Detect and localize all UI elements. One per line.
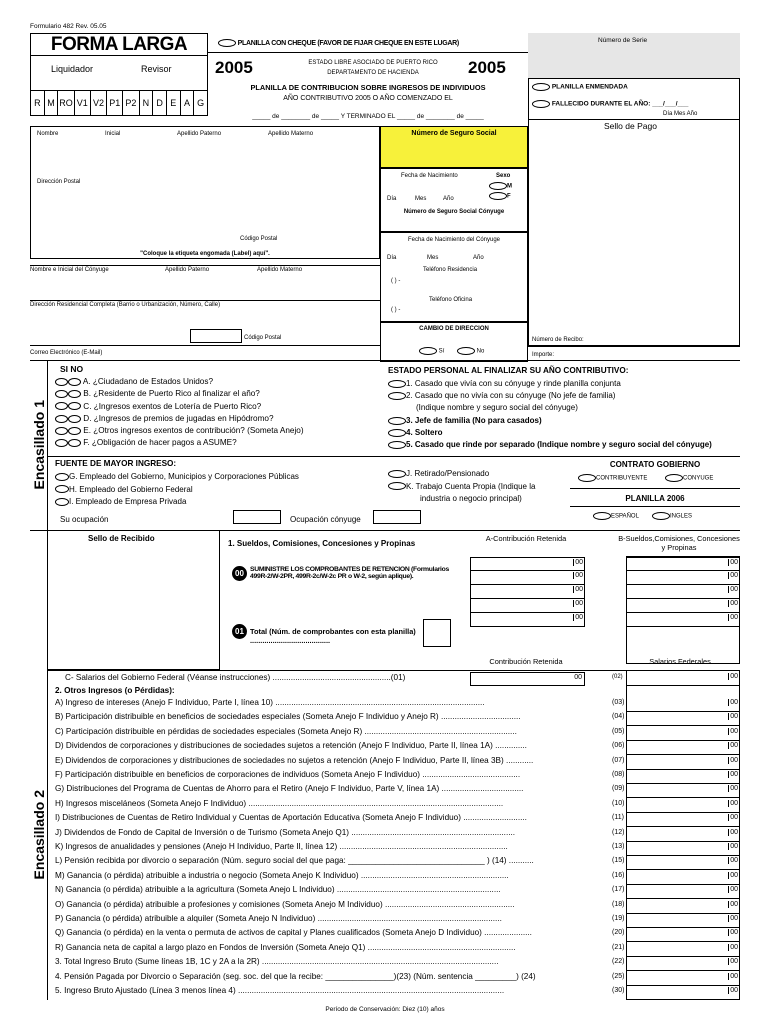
occupation-field[interactable] — [233, 510, 281, 524]
qf-yes[interactable] — [55, 439, 68, 447]
code-cell: V2 — [91, 91, 107, 116]
cents-label: 00 — [730, 586, 738, 593]
w2-entry-field[interactable] — [470, 599, 585, 613]
status-title: ESTADO PERSONAL AL FINALIZAR SU AÑO CONTRIBUTIVO: — [388, 366, 629, 375]
qa-yes[interactable] — [55, 378, 68, 386]
amount-label: Importe: — [532, 352, 555, 358]
cents-label: 00 — [730, 799, 738, 807]
status-1-checkbox[interactable] — [388, 380, 406, 388]
source-j[interactable] — [388, 468, 535, 481]
form-number: Formulario 482 Rev. 05.05 — [30, 23, 107, 30]
year-line: AÑO CONTRIBUTIVO 2005 O AÑO COMENZADO EL — [283, 95, 453, 102]
code-cell: N — [140, 91, 154, 116]
w2-entry-field[interactable] — [470, 585, 585, 599]
address-change-label: CAMBIO DE DIRECCION — [419, 326, 489, 332]
income-line-number: (20) — [612, 929, 625, 937]
source-j-checkbox[interactable] — [388, 470, 406, 478]
status-2[interactable] — [388, 390, 712, 402]
spouse-last1-label: Apellido Paterno — [165, 267, 210, 273]
change-yes-checkbox[interactable] — [419, 347, 437, 355]
w2-entry-field[interactable] — [470, 571, 585, 585]
status-5-label: 5. Casado que rinde por separado (Indique nombre y seguro social del cónyuge) — [406, 440, 712, 450]
enc1-side — [30, 360, 48, 530]
status-5[interactable] — [388, 439, 712, 451]
total-count-field[interactable] — [423, 619, 451, 647]
planilla-title: PLANILLA 2006 — [625, 494, 685, 503]
income-line-number: (08) — [612, 771, 625, 778]
enc2-title: Encasillado 2 — [31, 790, 47, 880]
income-line-number: (09) — [612, 785, 625, 793]
cents-label: 00 — [730, 756, 738, 764]
income-line-number: (19) — [612, 915, 625, 922]
cents-label: 00 — [575, 572, 583, 579]
contract-spouse-checkbox[interactable] — [665, 474, 683, 482]
address-change-box — [380, 322, 528, 362]
cents-label: 00 — [575, 559, 583, 566]
question-a[interactable] — [55, 376, 304, 388]
cents-label: 00 — [730, 572, 738, 579]
income-line-number: (25) — [612, 972, 625, 980]
source-i-checkbox[interactable] — [55, 498, 69, 506]
income-line-label: H) Ingresos misceláneos (Someta Anejo F Individuo) ................................................................................................................ — [55, 798, 504, 808]
serial-box — [528, 33, 740, 78]
name-label: Nombre — [37, 131, 59, 137]
contract-contrib-checkbox[interactable] — [578, 474, 596, 482]
received-stamp-label: Sello de Recibido — [88, 534, 155, 543]
source-k-checkbox[interactable] — [388, 482, 406, 490]
question-b[interactable] — [55, 388, 304, 400]
w2-entry-field[interactable] — [470, 613, 585, 627]
last-name1-label: Apellido Paterno — [177, 131, 222, 137]
status-4-checkbox[interactable] — [388, 429, 406, 437]
code-cell: A — [181, 91, 195, 116]
zip-label: Código Postal — [240, 236, 278, 242]
qf-label: F. ¿Obligación de hacer pagos a ASUME? — [83, 438, 237, 448]
cents-label: 00 — [730, 727, 738, 735]
source-h-checkbox[interactable] — [55, 485, 69, 493]
period-line[interactable]: _____ de ________ de _____ Y TERMINADO EL _____ de ________ de _____ — [252, 113, 484, 120]
deceased-label: FALLECIDO DURANTE EL AÑO: ___/___/___ — [551, 100, 689, 108]
qd-no[interactable] — [68, 415, 81, 423]
revisor-label: Revisor — [141, 64, 172, 74]
ssn-label: Número de Seguro Social — [411, 130, 497, 137]
sex-m-option[interactable] — [489, 182, 512, 190]
income-line-number: (21) — [612, 943, 625, 951]
cents-label: 00 — [730, 915, 738, 922]
source-line — [48, 456, 740, 457]
spouse-ssn-label: Número de Seguro Social Cónyuge — [403, 209, 505, 215]
cents-label: 00 — [730, 699, 738, 706]
receipt-divider — [528, 346, 740, 347]
receipt-label: Número de Recibo: — [532, 337, 584, 343]
cents-label: 00 — [575, 600, 583, 607]
qf-no[interactable] — [68, 439, 81, 447]
residence-label: Dirección Residencial Completa (Barrio o Urbanización, Número, Calle) — [30, 302, 221, 308]
month-label: Mes — [415, 196, 427, 202]
source-i[interactable] — [55, 496, 299, 509]
amount-column — [626, 670, 740, 1000]
residence-line — [30, 300, 380, 301]
liquidador-label: Liquidador — [51, 64, 94, 74]
code-cell: R — [31, 91, 45, 116]
qd-yes[interactable] — [55, 415, 68, 423]
spouse-day-label: Día — [387, 255, 397, 261]
cents-label: 00 — [574, 674, 582, 681]
income-line-label: N) Ganancia (o pérdida) atribuible a la agricultura (Someta Anejo L Individuo) ........................................................................ — [55, 885, 501, 895]
day-label: Día — [387, 196, 397, 202]
income-line-label: D) Dividendos de corporaciones y distribuciones de sociedades sujetos a retención (Anejo F Individuo, Parte II, línea 1A) .............. — [55, 741, 527, 751]
qa-no[interactable] — [68, 378, 81, 386]
enc1-top-line — [30, 360, 740, 361]
cents-label: 00 — [730, 771, 738, 778]
spouse-year-label: Año — [473, 255, 484, 261]
planilla-divider — [570, 506, 740, 507]
code-cell: P2 — [123, 91, 139, 116]
stamp-box — [528, 78, 740, 346]
cents-label: 00 — [730, 886, 738, 894]
cents-label: 00 — [730, 972, 738, 980]
contract-contrib[interactable] — [578, 474, 647, 482]
income-line-number: (16) — [612, 871, 625, 879]
income-line-label: A) Ingreso de intereses (Anejo F Individuo, Parte I, línea 10) ............................................................................................ — [55, 698, 485, 707]
status-3[interactable] — [388, 415, 712, 427]
colF-label: Salarios Federales — [649, 657, 711, 666]
occupation-label: Su ocupación — [60, 515, 109, 524]
change-no-checkbox[interactable] — [457, 347, 475, 355]
income-line-label: B) Participación distribuible en beneficios de sociedades especiales (Someta Anejo F Individuo y Anejo R) ................................... — [55, 712, 521, 722]
cents-label: 00 — [730, 614, 738, 621]
item00-badge: 00 — [232, 566, 247, 581]
income-line-label: O) Ganancia (o pérdida) atribuible a profesiones y comisiones (Someta Anejo M Individuo) ......................................................... — [55, 899, 515, 909]
question-c[interactable] — [55, 401, 304, 413]
income-line-label: 4. Pensión Pagada por Divorcio o Separación (seg. soc. del que la recibe: _______________)(23) (Núm. sentencia _________) (24) — [55, 971, 536, 981]
lang-es[interactable] — [593, 512, 639, 520]
change-no[interactable] — [457, 347, 484, 355]
colA-label: A-Contribución Retenida — [485, 534, 567, 543]
contract-spouse[interactable] — [665, 474, 713, 482]
item01-label: Total (Núm. de comprobantes con esta planilla) ....................................... — [250, 627, 416, 645]
spouse-birth-label: Fecha de Nacimiento del Cónyuge — [407, 237, 501, 243]
contract-spouse-label: CONYUGE — [683, 475, 714, 482]
spouse-name-label: Nombre e Inicial del Cónyuge — [30, 267, 109, 273]
sex-m-label: M — [507, 183, 512, 190]
income-line-number: (06) — [612, 742, 625, 750]
amended-label: PLANILLA ENMENDADA — [551, 83, 628, 91]
lang-es-checkbox[interactable] — [593, 512, 611, 520]
income-line-number: (12) — [612, 828, 625, 836]
income-line-number: (05) — [612, 727, 625, 735]
source-title: FUENTE DE MAYOR INGRESO: — [55, 459, 177, 468]
qd-label: D. ¿Ingresos de premios de jugadas en Hipódromo? — [83, 413, 274, 423]
source-k-label: K. Trabajo Cuenta Propia (Indique la — [406, 481, 536, 491]
label-area — [30, 126, 380, 259]
item1-label: 1. Sueldos, Comisiones, Concesiones y Propinas — [228, 539, 416, 548]
income-line-number: (17) — [612, 886, 625, 894]
source-h-label: H. Empleado del Gobierno Federal — [69, 484, 193, 494]
lang-es-label: ESPAÑOL — [611, 513, 639, 520]
office-codes — [31, 90, 207, 116]
question-f[interactable] — [55, 437, 304, 449]
cents-label: 00 — [730, 814, 738, 822]
spouse-occupation-label: Ocupación cónyuge — [290, 515, 361, 524]
contract-contrib-label: CONTRIBUYENTE — [596, 475, 648, 482]
qe-label: E. ¿Otros ingresos exentos de contribución? (Someta Anejo) — [83, 426, 304, 436]
income-line-label: L) Pensión recibida por divorcio o separación (Núm. seguro social del que paga: ______________________________ ) (14) ........... — [55, 856, 534, 866]
status-1-label: 1. Casado que vivía con su cónyuge y rinde planilla conjunta — [406, 379, 621, 388]
income-line-label: M) Ganancia (o pérdida) atribuible a industria o negocio (Someta Anejo K Individuo) ................................................................. — [55, 870, 509, 880]
otros-title: 2. Otros Ingresos (o Pérdidas): — [55, 686, 175, 695]
code-cell: G — [197, 98, 205, 108]
phone-res-label: Teléfono Residencia — [423, 267, 478, 273]
source-k-note: industria o negocio principal) — [420, 494, 522, 503]
sources — [55, 471, 299, 509]
change-yes[interactable] — [419, 347, 444, 355]
cents-label: 00 — [730, 785, 738, 793]
spouse-line — [30, 265, 380, 266]
status-2-note: (Indique nombre y seguro social del cónyuge) — [416, 403, 578, 413]
agency-line2: DEPARTAMENTO DE HACIENDA — [327, 70, 419, 76]
last-name2-label: Apellido Materno — [268, 131, 314, 137]
code-cell: P1 — [107, 91, 123, 116]
income-line-number: (04) — [612, 713, 625, 721]
status-3-label: 3. Jefe de familia (No para casados) — [406, 415, 542, 425]
office-box — [30, 33, 208, 116]
income-line-label: 5. Ingreso Bruto Ajustado (Línea 3 menos línea 4) ..................................................................................................................... — [55, 986, 505, 995]
email-line — [30, 345, 380, 346]
spouse-month-label: Mes — [427, 255, 439, 261]
status-4-label: 4. Soltero — [406, 427, 443, 437]
phone-off-field[interactable]: ( ) - — [391, 307, 401, 313]
qe-no[interactable] — [68, 427, 81, 435]
retention-period: Período de Conservación: Diez (10) años — [325, 1006, 445, 1013]
zip-field[interactable] — [190, 329, 242, 343]
qc-label: C. ¿Ingresos exentos de Lotería de Puerto Rico? — [83, 401, 262, 411]
income-line-number: (15) — [612, 857, 625, 865]
received-stamp-box — [48, 530, 220, 670]
colB-label: B-Sueldos,Comisiones, Concesiones y Propinas — [618, 534, 740, 552]
contract-title: CONTRATO GOBIERNO — [609, 460, 701, 469]
income-line-label: E) Dividendos de corporaciones y distribuciones de sociedades no sujetos a retención (Anejo F Individuo, Parte II, línea 3B) ............ — [55, 755, 534, 765]
income-line-number: (18) — [612, 900, 625, 908]
cents-label: 00 — [730, 828, 738, 836]
income-line-number: (03) — [612, 699, 625, 706]
colC-label: Contribución Retenida — [489, 657, 563, 666]
header-line — [208, 52, 528, 53]
qb-label: B. ¿Residente de Puerto Rico al finalizar el año? — [83, 389, 260, 399]
ssn-box[interactable] — [380, 126, 528, 168]
status-2-checkbox[interactable] — [388, 392, 406, 400]
cents-label: 00 — [730, 929, 738, 937]
cents-label: 00 — [730, 742, 738, 750]
sex-f-option[interactable] — [489, 192, 511, 200]
income-line-number: (07) — [612, 756, 625, 764]
change-no-label: No — [476, 348, 485, 355]
contract-divider — [570, 488, 740, 489]
sex-f-label: F — [507, 193, 511, 200]
cents-label: 00 — [730, 673, 738, 680]
cents-label: 00 — [730, 900, 738, 908]
spouse-info-box — [380, 232, 528, 322]
residence-zip-label: Código Postal — [244, 335, 282, 341]
lang-en-label: INGLES — [670, 513, 693, 520]
code-cell: D — [153, 91, 167, 116]
cents-label: 00 — [730, 987, 738, 994]
lang-en[interactable] — [652, 512, 692, 520]
sex-m-checkbox[interactable] — [489, 182, 507, 190]
source-k[interactable] — [388, 481, 535, 494]
code-cell: V1 — [75, 91, 91, 116]
enc1-title: Encasillado 1 — [31, 400, 47, 490]
qb-no[interactable] — [68, 390, 81, 398]
year-right: 2005 — [468, 58, 506, 77]
sex-label: Sexo — [496, 173, 511, 179]
year-label: Año — [443, 196, 454, 202]
qc-no[interactable] — [68, 402, 81, 410]
si-no-header: SI NO — [60, 364, 84, 374]
question-e[interactable] — [55, 425, 304, 437]
deceased-date-labels: Día Mes Año — [663, 111, 698, 117]
income-line-label: I) Distribuciones de Cuentas de Retiro Individual y Cuentas de Aportación Educativa (Someta Anejo F Individuo) ............................ — [55, 813, 527, 823]
cents-label: 00 — [730, 600, 738, 607]
source-g-checkbox[interactable] — [55, 473, 69, 481]
cheque-label: PLANILLA CON CHEQUE (FAVOR DE FIJAR CHEQUE EN ESTE LUGAR) — [237, 39, 459, 47]
code-cell: RO — [58, 91, 74, 116]
enc2-side — [30, 530, 48, 1000]
cents-label: 00 — [575, 614, 583, 621]
birth-label: Fecha de Nacimiento — [401, 173, 458, 179]
spouse-last2-label: Apellido Materno — [257, 267, 303, 273]
status-3-checkbox[interactable] — [388, 417, 406, 425]
email-label[interactable]: Correo Electrónico (E-Mail) — [30, 350, 103, 356]
cents-label: 00 — [730, 958, 738, 966]
income-line-number: (13) — [612, 843, 625, 850]
income-line-number: (30) — [612, 987, 625, 994]
stamp-divider — [529, 119, 739, 120]
stamp-label: Sello de Pago — [604, 121, 657, 131]
income-line-number: (10) — [612, 799, 625, 807]
enc1-questions — [55, 376, 304, 450]
status-4[interactable] — [388, 427, 712, 439]
cheque-checkbox[interactable] — [218, 39, 236, 47]
colB-box — [626, 556, 740, 664]
qc-yes[interactable] — [55, 402, 68, 410]
phone-res-field[interactable]: ( ) - — [391, 278, 401, 284]
cheque-option[interactable] — [218, 39, 459, 47]
cents-label: 00 — [730, 943, 738, 951]
cents-label: 00 — [730, 857, 738, 865]
year-left: 2005 — [215, 58, 253, 77]
income-line-number: (11) — [612, 814, 624, 822]
sex-f-checkbox[interactable] — [489, 192, 507, 200]
income-line-number: (22) — [612, 958, 625, 966]
phone-off-label: Teléfono Oficina — [429, 297, 473, 303]
income-line-label: Q) Ganancia (o pérdida) en la venta o permuta de activos de capital y Planes cualificados (Someta Anejo D Individuo) ..................... — [55, 928, 532, 938]
change-yes-label: Sí — [438, 348, 445, 355]
source-g-label: G. Empleado del Gobierno, Municipios y Corporaciones Públicas — [69, 472, 299, 481]
agency-line1: ESTADO LIBRE ASOCIADO DE PUERTO RICO — [308, 60, 438, 66]
income-line-label: G) Distribuciones del Programa de Cuentas de Ahorro para el Retiro (Anejo F Individuo, Parte V, línea 1A) .................................... — [55, 784, 524, 794]
sources-2 — [388, 468, 535, 506]
source-h[interactable] — [55, 484, 299, 497]
birth-box — [380, 168, 528, 232]
cents-label: 00 — [730, 843, 738, 850]
initial-label: Inicial — [105, 131, 121, 137]
income-line-label: 3. Total Ingreso Bruto (Sume líneas 1B, 1C y 2A a la 2R) ........................................................................................................ — [55, 957, 499, 967]
code-cell: M — [45, 91, 59, 116]
w2-entry-field[interactable] — [470, 557, 585, 571]
salarios-withheld-field[interactable] — [470, 672, 585, 686]
item01-badge: 01 — [232, 624, 247, 639]
question-d[interactable] — [55, 413, 304, 425]
address-label: Dirección Postal — [37, 179, 81, 185]
income-line-label: R) Ganancia neta de capital a largo plazo en Fondos de Inversión (Someta Anejo Q1) ................................................................. — [55, 942, 516, 952]
serial-label: Número de Serie — [598, 37, 648, 44]
income-line-label: C) Participación distribuible en pérdidas de sociedades especiales (Someta Anejo R) ................................................................... — [55, 726, 517, 736]
form-title: FORMA LARGA — [31, 34, 207, 56]
source-g[interactable] — [55, 471, 299, 484]
income-line-label: J) Dividendos de Fondo de Capital de Inversión o de Turismo (Someta Anejo Q1) ........................................................................ — [55, 827, 516, 837]
salarios-num: (02) — [612, 674, 623, 680]
item00-label: SUMINISTRE LOS COMPROBANTES DE RETENCION (Formularios 499R-2/W-2PR, 499R-2c/W-2c PR o W-2, según aplique). — [250, 566, 449, 580]
form-name: PLANILLA DE CONTRIBUCION SOBRE INGRESOS DE INDIVIDUOS — [250, 83, 486, 92]
status-5-checkbox[interactable] — [388, 441, 406, 449]
spouse-occupation-field[interactable] — [373, 510, 421, 524]
cents-label: 00 — [730, 871, 738, 879]
cents-label: 00 — [730, 713, 738, 721]
cents-label: 00 — [730, 559, 738, 566]
qa-label: A. ¿Ciudadano de Estados Unidos? — [82, 377, 214, 386]
status-options — [388, 378, 712, 451]
source-i-label: I. Empleado de Empresa Privada — [69, 497, 187, 506]
label-note: "Coloque la etiqueta engomada (Label) aquí". — [140, 251, 270, 257]
cents-label: 00 — [575, 586, 583, 593]
lang-en-checkbox[interactable] — [652, 512, 670, 520]
qb-yes[interactable] — [55, 390, 68, 398]
source-j-label: J. Retirado/Pensionado — [406, 469, 490, 478]
income-line-label: K) Ingresos de anualidades y pensiones (Anejo H Individuo, Parte II, línea 12) .......................................................................... — [55, 842, 508, 851]
status-2-label: 2. Casado que no vivía con su cónyuge (No jefe de familia) — [406, 391, 616, 401]
income-line-label: F) Participación distribuible en beneficios de corporaciones de individuos (Someta Anejo F Individuo) ........................................... — [55, 770, 521, 779]
status-1[interactable] — [388, 378, 712, 390]
qe-yes[interactable] — [55, 427, 68, 435]
income-line-label: P) Ganancia (o pérdida) atribuible a alquiler (Someta Anejo N Individuo) ................................................................................. — [55, 914, 502, 923]
code-cell: E — [167, 91, 181, 116]
salarios-line: C- Salarios del Gobierno Federal (Véanse instrucciones) ....................................................(01) — [65, 673, 406, 682]
